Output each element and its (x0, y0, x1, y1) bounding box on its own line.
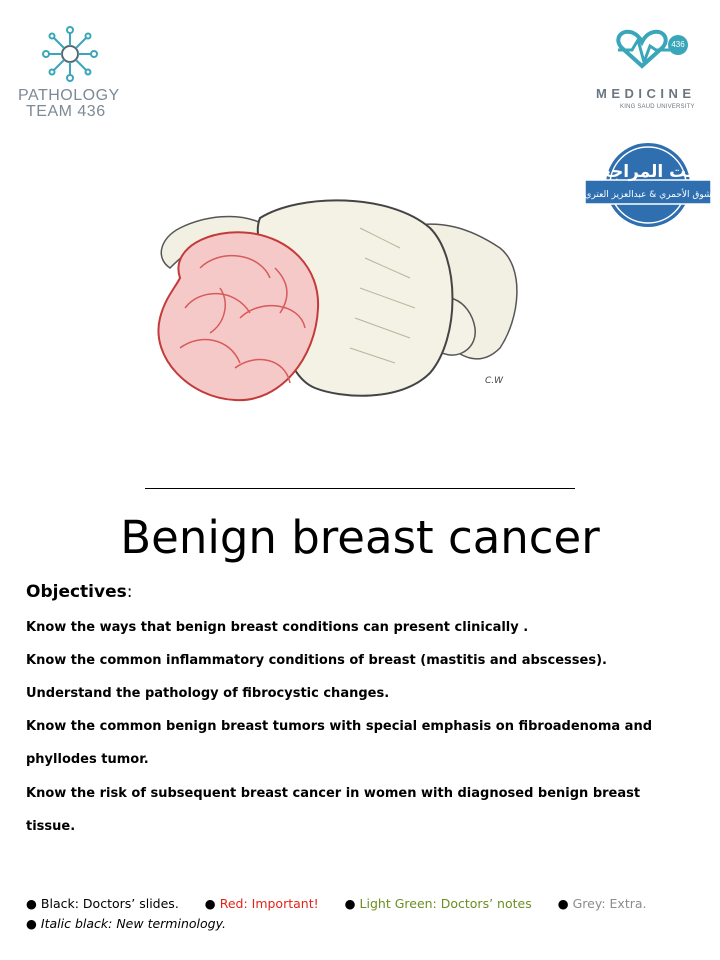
logo-line-1: PATHOLOGY (18, 87, 120, 104)
objective-item (26, 784, 706, 851)
legend-italic-text: Italic black: New terminology. (40, 916, 226, 931)
stamp-badge-icon (583, 142, 713, 228)
bullet-icon: ● (204, 896, 216, 911)
logo-medicine: MEDICINE (596, 86, 696, 101)
objectives-heading (26, 580, 132, 604)
logo-university: KING SAUD UNIVERSITY (620, 104, 695, 110)
legend-grey (558, 894, 647, 914)
bullet-icon: ● (26, 916, 37, 931)
objective-item-line-2: phyllodes tumor. (26, 752, 149, 767)
medicine-logo (590, 22, 710, 122)
logo-badge: 436 (671, 40, 685, 49)
objective-item: Know the common inflammatory conditions of breast (mastitis and abscesses). (26, 653, 607, 668)
stamp-line-1: تمت المراجعة (591, 162, 705, 182)
objectives-list (26, 618, 706, 851)
stamp-line-2: شوق الأحمري & عبدالعزيز العتري (584, 190, 712, 200)
objective-item: Understand the pathology of fibrocystic changes. (26, 686, 390, 701)
bullet-icon: ● (26, 896, 37, 911)
legend-black-text: Black: Doctors’ slides. (40, 896, 179, 911)
network-icon (40, 24, 100, 84)
objective-item-line-1: Know the risk of subsequent breast cancer in women with diagnosed benign breast (26, 786, 641, 801)
heart-pulse-icon (590, 22, 700, 84)
objective-item: Know the ways that benign breast conditions can present clinically . (26, 620, 529, 635)
legend-green (345, 894, 532, 914)
legend-green-text: Light Green: Doctors’ notes (359, 896, 532, 911)
legend-red (205, 894, 319, 914)
bullet-icon: ● (557, 896, 569, 911)
objective-item (26, 717, 706, 784)
svg-text:C.W: C.W (485, 376, 504, 386)
bullet-icon: ● (344, 896, 356, 911)
horizontal-divider (145, 488, 575, 489)
objective-item-line-1: Know the common benign breast tumors with special emphasis on fibroadenoma and (26, 719, 653, 734)
color-legend (26, 894, 716, 934)
review-stamp (583, 142, 713, 228)
page-title: Benign breast cancer (120, 511, 600, 564)
objectives-label: Objectives (26, 582, 127, 602)
legend-red-text: Red: Important! (219, 896, 319, 911)
objectives-colon: : (126, 582, 133, 602)
pathology-team-logo (18, 24, 128, 124)
legend-black (26, 894, 179, 914)
uterus-leiomyoma-illustration (140, 188, 530, 418)
legend-grey-text: Grey: Extra. (572, 896, 647, 911)
objective-item-line-2: tissue. (26, 819, 76, 834)
legend-italic (26, 914, 226, 934)
logo-line-2: TEAM 436 (26, 103, 106, 120)
